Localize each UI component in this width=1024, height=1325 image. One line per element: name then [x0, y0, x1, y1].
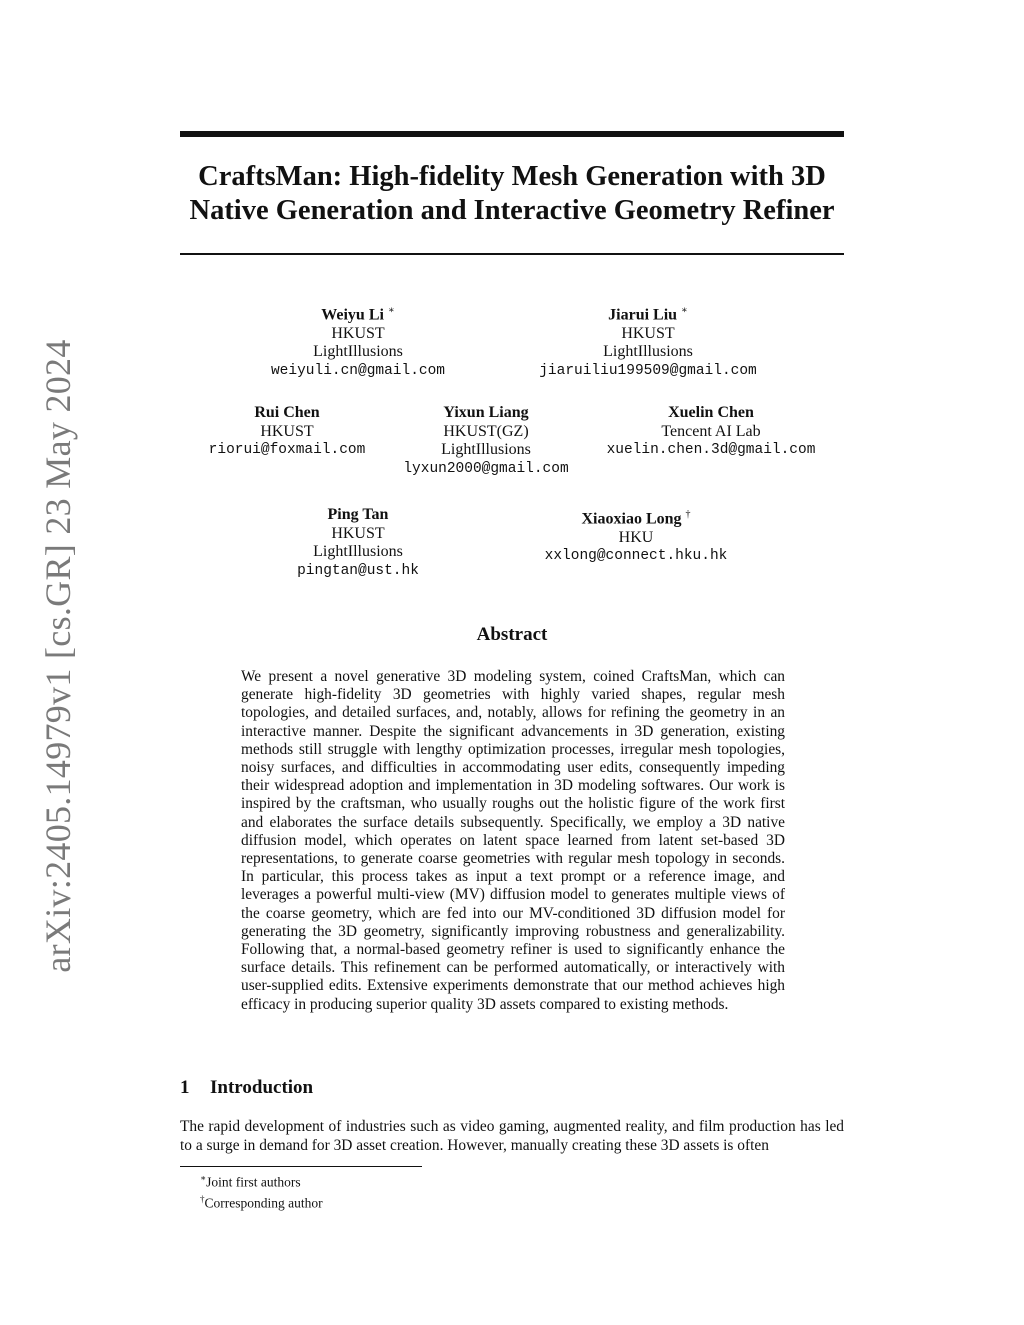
title-top-rule: [180, 131, 844, 137]
footnotes: [200, 1170, 323, 1212]
author-name: Jiarui Liu ∗: [608, 305, 688, 324]
author-affiliation: Tencent AI Lab: [661, 422, 761, 440]
author-name: Weiyu Li ∗: [321, 305, 395, 324]
author-email: weiyuli.cn@gmail.com: [270, 362, 446, 379]
title-bottom-rule: [180, 253, 844, 255]
section-number: 1: [180, 1077, 190, 1098]
author-email: jiaruiliu199509@gmail.com: [539, 362, 757, 379]
paper-title: [180, 160, 844, 228]
author-name: Ping Tan: [327, 506, 389, 523]
author-affiliation: LightIllusions: [441, 441, 531, 458]
author-email: xxlong@connect.hku.hk: [544, 548, 728, 565]
arxiv-stamp: arXiv:2405.14979v1 [cs.GR] 23 May 2024: [38, 339, 78, 973]
author-jiarui-liu: [539, 302, 757, 380]
section-heading-introduction: [180, 1077, 313, 1099]
author-affiliation: LightIllusions: [313, 543, 403, 560]
title-line-2: Native Generation and Interactive Geometry Refiner: [189, 195, 835, 226]
author-email: pingtan@ust.hk: [297, 562, 419, 579]
author-affiliation: HKU: [618, 528, 654, 546]
footnote-corresponding: †Corresponding author: [200, 1194, 323, 1211]
author-affiliation: LightIllusions: [313, 343, 403, 361]
author-email: riorui@foxmail.com: [208, 442, 366, 458]
author-name: Yixun Liang: [443, 404, 529, 421]
author-yixun-liang: [403, 404, 568, 478]
title-line-1: CraftsMan: High-fidelity Mesh Generation with 3D: [198, 161, 826, 192]
footnote-joint-first: ∗Joint first authors: [200, 1173, 301, 1190]
author-email: lyxun2000@gmail.com: [403, 460, 569, 477]
author-affiliation: HKUST(GZ): [443, 422, 529, 440]
author-name: Xiaoxiao Long †: [581, 509, 691, 528]
abstract-body: We present a novel generative 3D modeling system, coined CraftsMan, which can generate high-fidelity 3D geometries with highly varied shapes, regular mesh topologies, and detailed surfaces, and, notably, allows for refining the geometry in an interactive manner. Despite the significant advancements in 3D generation, existing methods still struggle with lengthy optimization processes, irregular mesh topologies, noisy surfaces, and difficulties in accommodating user edits, consequently impeding their widespread adoption and implementation in 3D modeling softwares. Our work is inspired by the craftsman, who usually roughs out the holistic figure of the work first and elaborates the surface details subsequently. Specifically, we employ a 3D native diffusion model, which operates on latent space learned from latent set-based 3D representations, to generate coarse geometries with regular mesh topology in seconds. In particular, this process takes as input a text prompt or a reference image, and leverages a powerful multi-view (MV) diffusion model to generates multiple views of the coarse geometry, which are fed into our MV-conditioned 3D diffusion model for generating the 3D geometry, significantly improving robustness and generalizability. Following that, a normal-based geometry refiner is used to significantly enhance the surface details. This refinement can be performed automatically, or interactively with user-supplied edits. Extensive experiments demonstrate that our method achieves high efficacy in producing superior quality 3D assets compared to existing methods.: [241, 668, 785, 1013]
author-name: Rui Chen: [254, 404, 320, 421]
section-title: Introduction: [210, 1077, 314, 1098]
author-ping-tan: [297, 506, 419, 580]
author-affiliation: HKUST: [621, 324, 675, 342]
author-affiliation: HKUST: [331, 324, 385, 342]
author-xiaoxiao-long: [545, 506, 728, 566]
author-email: xuelin.chen.3d@gmail.com: [606, 442, 816, 458]
author-name: Xuelin Chen: [668, 404, 754, 421]
abstract-heading: Abstract: [476, 624, 548, 645]
author-affiliation: HKUST: [260, 422, 314, 440]
introduction-paragraph: The rapid development of industries such as video gaming, augmented reality, and film production has led to a surge in demand for 3D asset creation. However, manually creating these 3D assets is often: [180, 1118, 844, 1154]
author-xuelin-chen: [607, 404, 816, 460]
footnote-rule: [180, 1166, 422, 1167]
author-rui-chen: [209, 404, 366, 460]
author-affiliation: HKUST: [331, 524, 385, 542]
author-affiliation: LightIllusions: [603, 343, 693, 361]
author-weiyu-li: [271, 302, 445, 380]
